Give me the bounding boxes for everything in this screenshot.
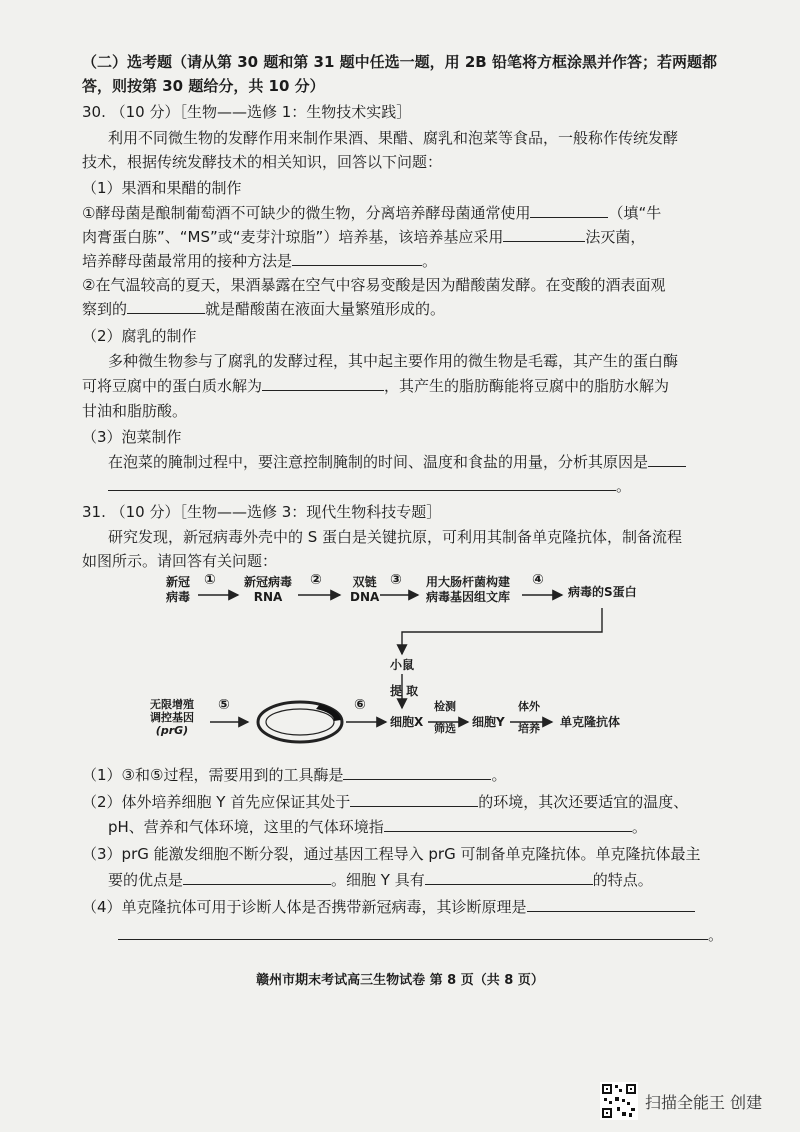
node-rna: 新冠病毒 RNA [244, 575, 293, 604]
answer-blank[interactable] [350, 792, 478, 807]
q31-intro-line2: 如图所示。请回答有关问题： [82, 552, 278, 570]
q30-sub2-line2-text: 可将豆腐中的蛋白质水解为 [82, 377, 263, 395]
answer-blank[interactable] [262, 376, 384, 391]
q30-sub1-line1-text: ①酵母菌是酿制葡萄酒不可缺少的微生物，分离培养酵母菌通常使用 [82, 204, 531, 222]
answer-blank[interactable] [118, 925, 708, 940]
step-6: ⑥ [354, 697, 366, 713]
q30-sub3-title: （3）泡菜制作 [82, 428, 182, 446]
step-5: ⑤ [218, 697, 230, 713]
q31-sub3-line1: （3）prG 能激发细胞不断分裂，通过基因工程导入 prG 可制备单克隆抗体。单克隆抗体最主 [82, 845, 701, 863]
q30-sub3-line1 [108, 452, 686, 472]
answer-blank[interactable] [292, 251, 422, 266]
node-antibody: 单克隆抗体 [560, 715, 621, 729]
plasmid-ring-inner [266, 709, 334, 735]
q31-sub3-tail: 的特点。 [592, 871, 653, 889]
period: 。 [491, 766, 507, 784]
answer-blank[interactable] [530, 203, 608, 218]
q30-sub2-title: （2）腐乳的制作 [82, 327, 197, 345]
q31-sub3-line2 [108, 870, 653, 890]
q30-intro-line2: 技术，根据传统发酵技术的相关知识，回答以下问题： [82, 153, 443, 171]
node-mouse: 小鼠 [390, 658, 415, 672]
answer-blank[interactable] [648, 452, 686, 467]
step-3: ③ [390, 572, 402, 588]
answer-blank[interactable] [503, 227, 585, 242]
q30-sub2-line3: 甘油和脂肪酸。 [82, 402, 188, 420]
detect-label: 检测 筛选 [434, 700, 456, 735]
qr-code-icon [600, 1082, 638, 1120]
arrow-sprotein-to-mouse [402, 608, 602, 654]
q30-sub1-line5 [82, 299, 445, 319]
q30-sub3-line2 [108, 476, 631, 496]
q31-sub2-text: （2）体外培养细胞 Y 首先应保证其处于 [82, 793, 351, 811]
q30-sub1-line2-text: 肉膏蛋白胨”、“MS”或“麦芽汁琼脂”）培养基，该培养基应采用 [82, 228, 504, 246]
q31-sub4-text: （4）单克隆抗体可用于诊断人体是否携带新冠病毒，其诊断原理是 [82, 898, 527, 916]
q30-title: 30. （10 分）［生物——选修 1：生物技术实践］ [82, 103, 412, 121]
q31-sub1-text: （1）③和⑤过程，需要用到的工具酶是 [82, 766, 344, 784]
q30-sub2-line2-tail: ，其产生的脂肪酶能将豆腐中的脂肪水解为 [384, 377, 670, 395]
q30-sub3-line1-text: 在泡菜的腌制过程中，要注意控制腌制的时间、温度和食盐的用量，分析其原因是 [108, 453, 649, 471]
q31-sub2-line2-text: pH、营养和气体环境，这里的气体环境指 [108, 818, 384, 836]
section-header-line2: 答，则按第 30 题给分，共 10 分） [82, 77, 325, 95]
q30-sub1-line5-tail: 就是醋酸菌在液面大量繁殖形成的。 [205, 300, 446, 318]
q31-intro-line1: 研究发现，新冠病毒外壳中的 S 蛋白是关键抗原，可利用其制备单克隆抗体，制备流程 [108, 528, 683, 546]
node-cell-y: 细胞Y [472, 715, 505, 729]
step-2: ② [310, 572, 322, 588]
q31-sub4-line2 [118, 925, 723, 945]
q30-sub2-line1: 多种微生物参与了腐乳的发酵过程，其中起主要作用的微生物是毛霉，其产生的蛋白酶 [108, 352, 679, 370]
q30-sub1-line1 [82, 203, 661, 223]
node-dna: 双链 DNA [350, 575, 380, 604]
section-header-line1: （二）选考题（请从第 30 题和第 31 题中任选一题，用 2B 铅笔将方框涂黑并作答；若两题都 [82, 53, 717, 71]
flow-diagram [140, 570, 700, 745]
q30-intro-line1: 利用不同微生物的发酵作用来制作果酒、果醋、腐乳和泡菜等食品，一般称作传统发酵 [108, 129, 679, 147]
q31-sub4-line1 [82, 897, 695, 917]
q30-sub1-title: （1）果酒和果醋的制作 [82, 179, 242, 197]
answer-blank[interactable] [127, 299, 205, 314]
q31-sub1 [82, 765, 506, 785]
page-footer: 赣州市期末考试高三生物试卷 第 8 页（共 8 页） [256, 973, 544, 988]
q30-sub1-line5-text: 察到的 [82, 300, 128, 318]
node-library: 用大肠杆菌构建 病毒基因组文库 [426, 575, 511, 604]
period: 。 [631, 818, 647, 836]
q31-sub3-text: 要的优点是 [108, 871, 184, 889]
period: 。 [422, 252, 438, 270]
answer-blank[interactable] [183, 870, 331, 885]
q30-sub1-line4: ②在气温较高的夏天，果酒暴露在空气中容易变酸是因为醋酸菌发酵。在变酸的酒表面观 [82, 276, 666, 294]
q31-sub2-line1 [82, 792, 688, 812]
node-s-protein: 病毒的S蛋白 [568, 585, 637, 599]
q30-sub1-line2-tail: 法灭菌， [585, 228, 646, 246]
node-virus: 新冠 病毒 [166, 575, 191, 604]
answer-blank[interactable] [384, 817, 632, 832]
q31-title: 31. （10 分）［生物——选修 3：现代生物科技专题］ [82, 503, 442, 521]
scan-watermark-text: 扫描全能王 创建 [645, 1093, 763, 1112]
answer-blank[interactable] [527, 897, 695, 912]
node-cell-x: 细胞X [390, 715, 424, 729]
step-1: ① [204, 572, 216, 588]
q30-sub2-line2 [82, 376, 669, 396]
node-prg-gene: 无限增殖 调控基因 (prG) [150, 698, 194, 737]
q31-sub2-tail: 的环境，其次还要适宜的温度、 [478, 793, 689, 811]
step-4: ④ [532, 572, 544, 588]
q31-sub3-mid: 。细胞 Y 具有 [331, 871, 425, 889]
period: 。 [616, 477, 632, 495]
q30-sub1-line1-tail: （填“牛 [608, 204, 662, 222]
q30-sub1-line3-text: 培养酵母菌最常用的接种方法是 [82, 252, 293, 270]
period: 。 [708, 926, 724, 944]
answer-blank[interactable] [343, 765, 491, 780]
answer-blank[interactable] [108, 476, 616, 491]
q31-sub2-line2 [108, 817, 647, 837]
extract-label: 提 取 [390, 684, 419, 698]
q30-sub1-line2 [82, 227, 645, 247]
culture-label: 体外 培养 [518, 700, 540, 735]
answer-blank[interactable] [425, 870, 593, 885]
q30-sub1-line3 [82, 251, 437, 271]
